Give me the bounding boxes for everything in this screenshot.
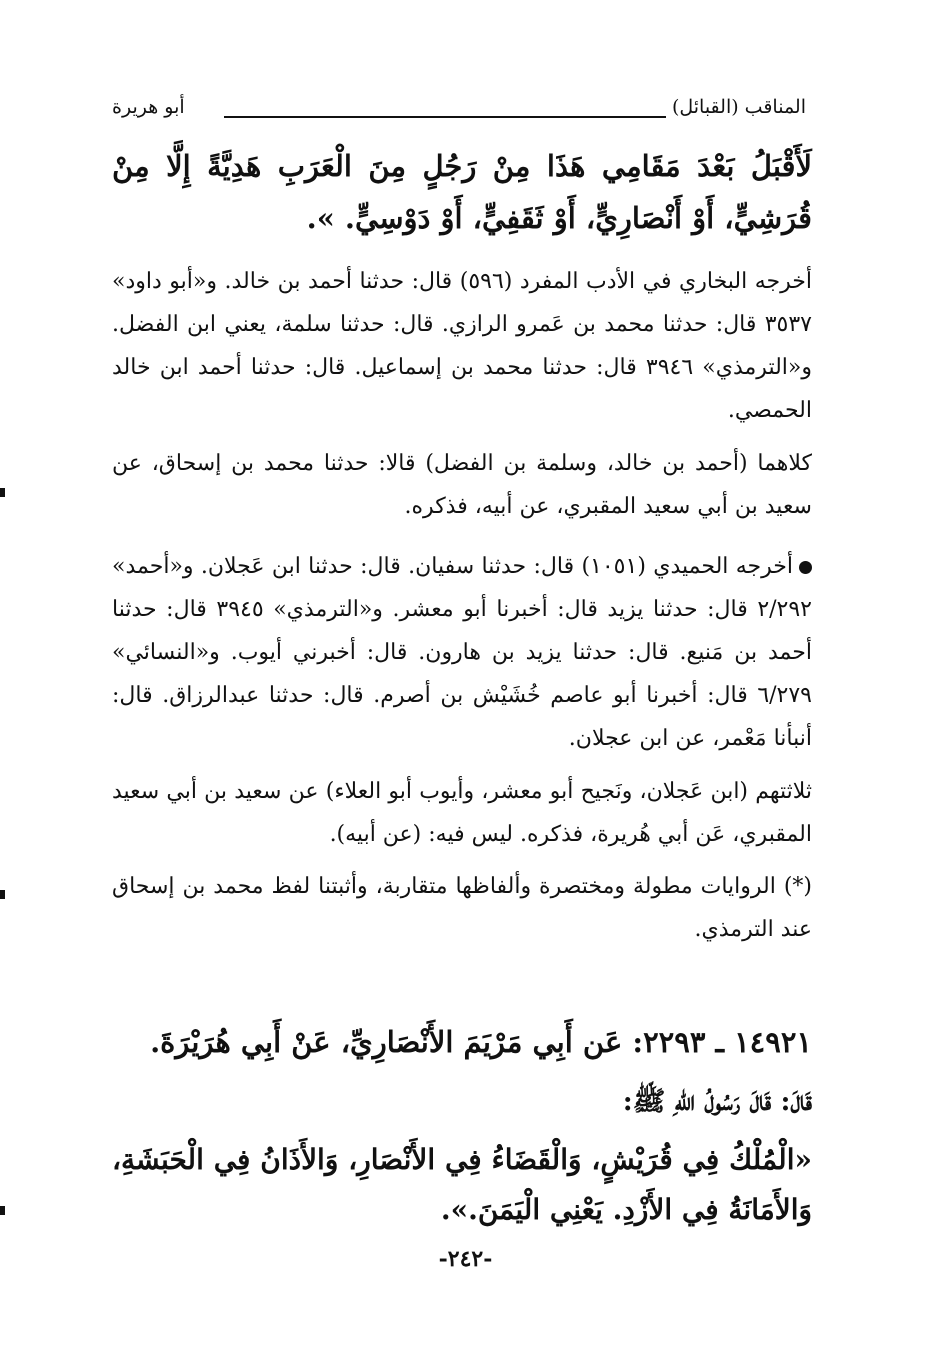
hadith-intro: قَالَ: قَالَ رَسُولُ اللهِ ﷺ: [622,1086,812,1117]
footnote-paragraph: (*) الروايات مطولة ومختصرة وألفاظها متقاربة، وأثبتنا لفظ محمد بن إسحاق عند الترمذي. [112,874,812,942]
hadith-text-continued: لَأَقْبَلُ بَعْدَ مَقَامِي هَذَا مِنْ رَجُلٍ مِنَ الْعَرَبِ هَدِيَّةً إِلَّا مِنْ قُرَشِيٍّ، أَوْ أَنْصَارِيٍّ، أَوْ ثَقَفِيٍّ، أَوْ دَوْسِيٍّ. ». [112,149,812,235]
margin-mark [0,488,5,497]
running-header [112,96,806,126]
header-section-title: المناقب (القبائل) [671,96,806,118]
margin-mark [0,890,5,899]
bullet-icon [799,561,812,574]
header-narrator-title: أبو هريرة [112,96,185,118]
header-rule [224,116,666,118]
takhrij-paragraph-4: ثلاثتهم (ابن عَجلان، ونَجيح أبو معشر، وأيوب أبو العلاء) عن سعيد بن أبي سعيد المقبري، عَن أبي هُريرة، فذكره. ليس فيه: (عن أبيه). [112,779,812,847]
hadith-heading: ١٤٩٢١ ـ ٢٢٩٣: عَن أَبِي مَرْيَمَ الأَنْصَارِيِّ، عَنْ أَبِي هُرَيْرَةَ. [150,1025,812,1059]
takhrij-paragraph-1: أخرجه البخاري في الأدب المفرد (٥٩٦) قال: حدثنا أحمد بن خالد. و«أبو داود» ٣٥٣٧ قال: حدثنا محمد بن عَمرو الرازي. قال: حدثنا سلمة، يعني ابن الفضل. و«الترمذي» ٣٩٤٦ قال: حدثنا محمد بن إسماعيل. قال: حدثنا أحمد ابن خالد الحمصي. [112,269,812,423]
takhrij-paragraph-3-text: أخرجه الحميدي (١٠٥١) قال: حدثنا سفيان. قال: حدثنا ابن عَجلان. و«أحمد» ٢/٢٩٢ قال: حدثنا يزيد قال: أخبرنا أبو معشر. و«الترمذي» ٣٩٤٥ قال: حدثنا أحمد بن مَنيع. قال: حدثنا يزيد بن هارون. قال: أخبرني أيوب. و«النسائي» ٦/٢٧٩ قال: أخبرنا أبو عاصم خُشَيْش بن أصرم. قال: حدثنا عبدالرزاق. قال: أنبأنا مَعْمر، عن ابن عجلان. [112,554,812,751]
page-number: -٢٤٢- [438,1246,493,1272]
takhrij-paragraph-2: كلاهما (أحمد بن خالد، وسلمة بن الفضل) قالا: حدثنا محمد بن إسحاق، عن سعيد بن أبي سعيد المقبري، عن أبيه، فذكره. [112,451,812,519]
hadith-text: «الْمُلْكُ فِي قُرَيْشٍ، وَالْقَضَاءُ فِي الأَنْصَارِ، وَالأَذَانُ فِي الْحَبَشَةِ، وَالأَمَانَةُ فِي الأَزْدِ. يَعْنِي الْيَمَنَ.». [112,1143,812,1226]
margin-mark [0,1206,5,1215]
takhrij-paragraph-3 [112,545,812,760]
